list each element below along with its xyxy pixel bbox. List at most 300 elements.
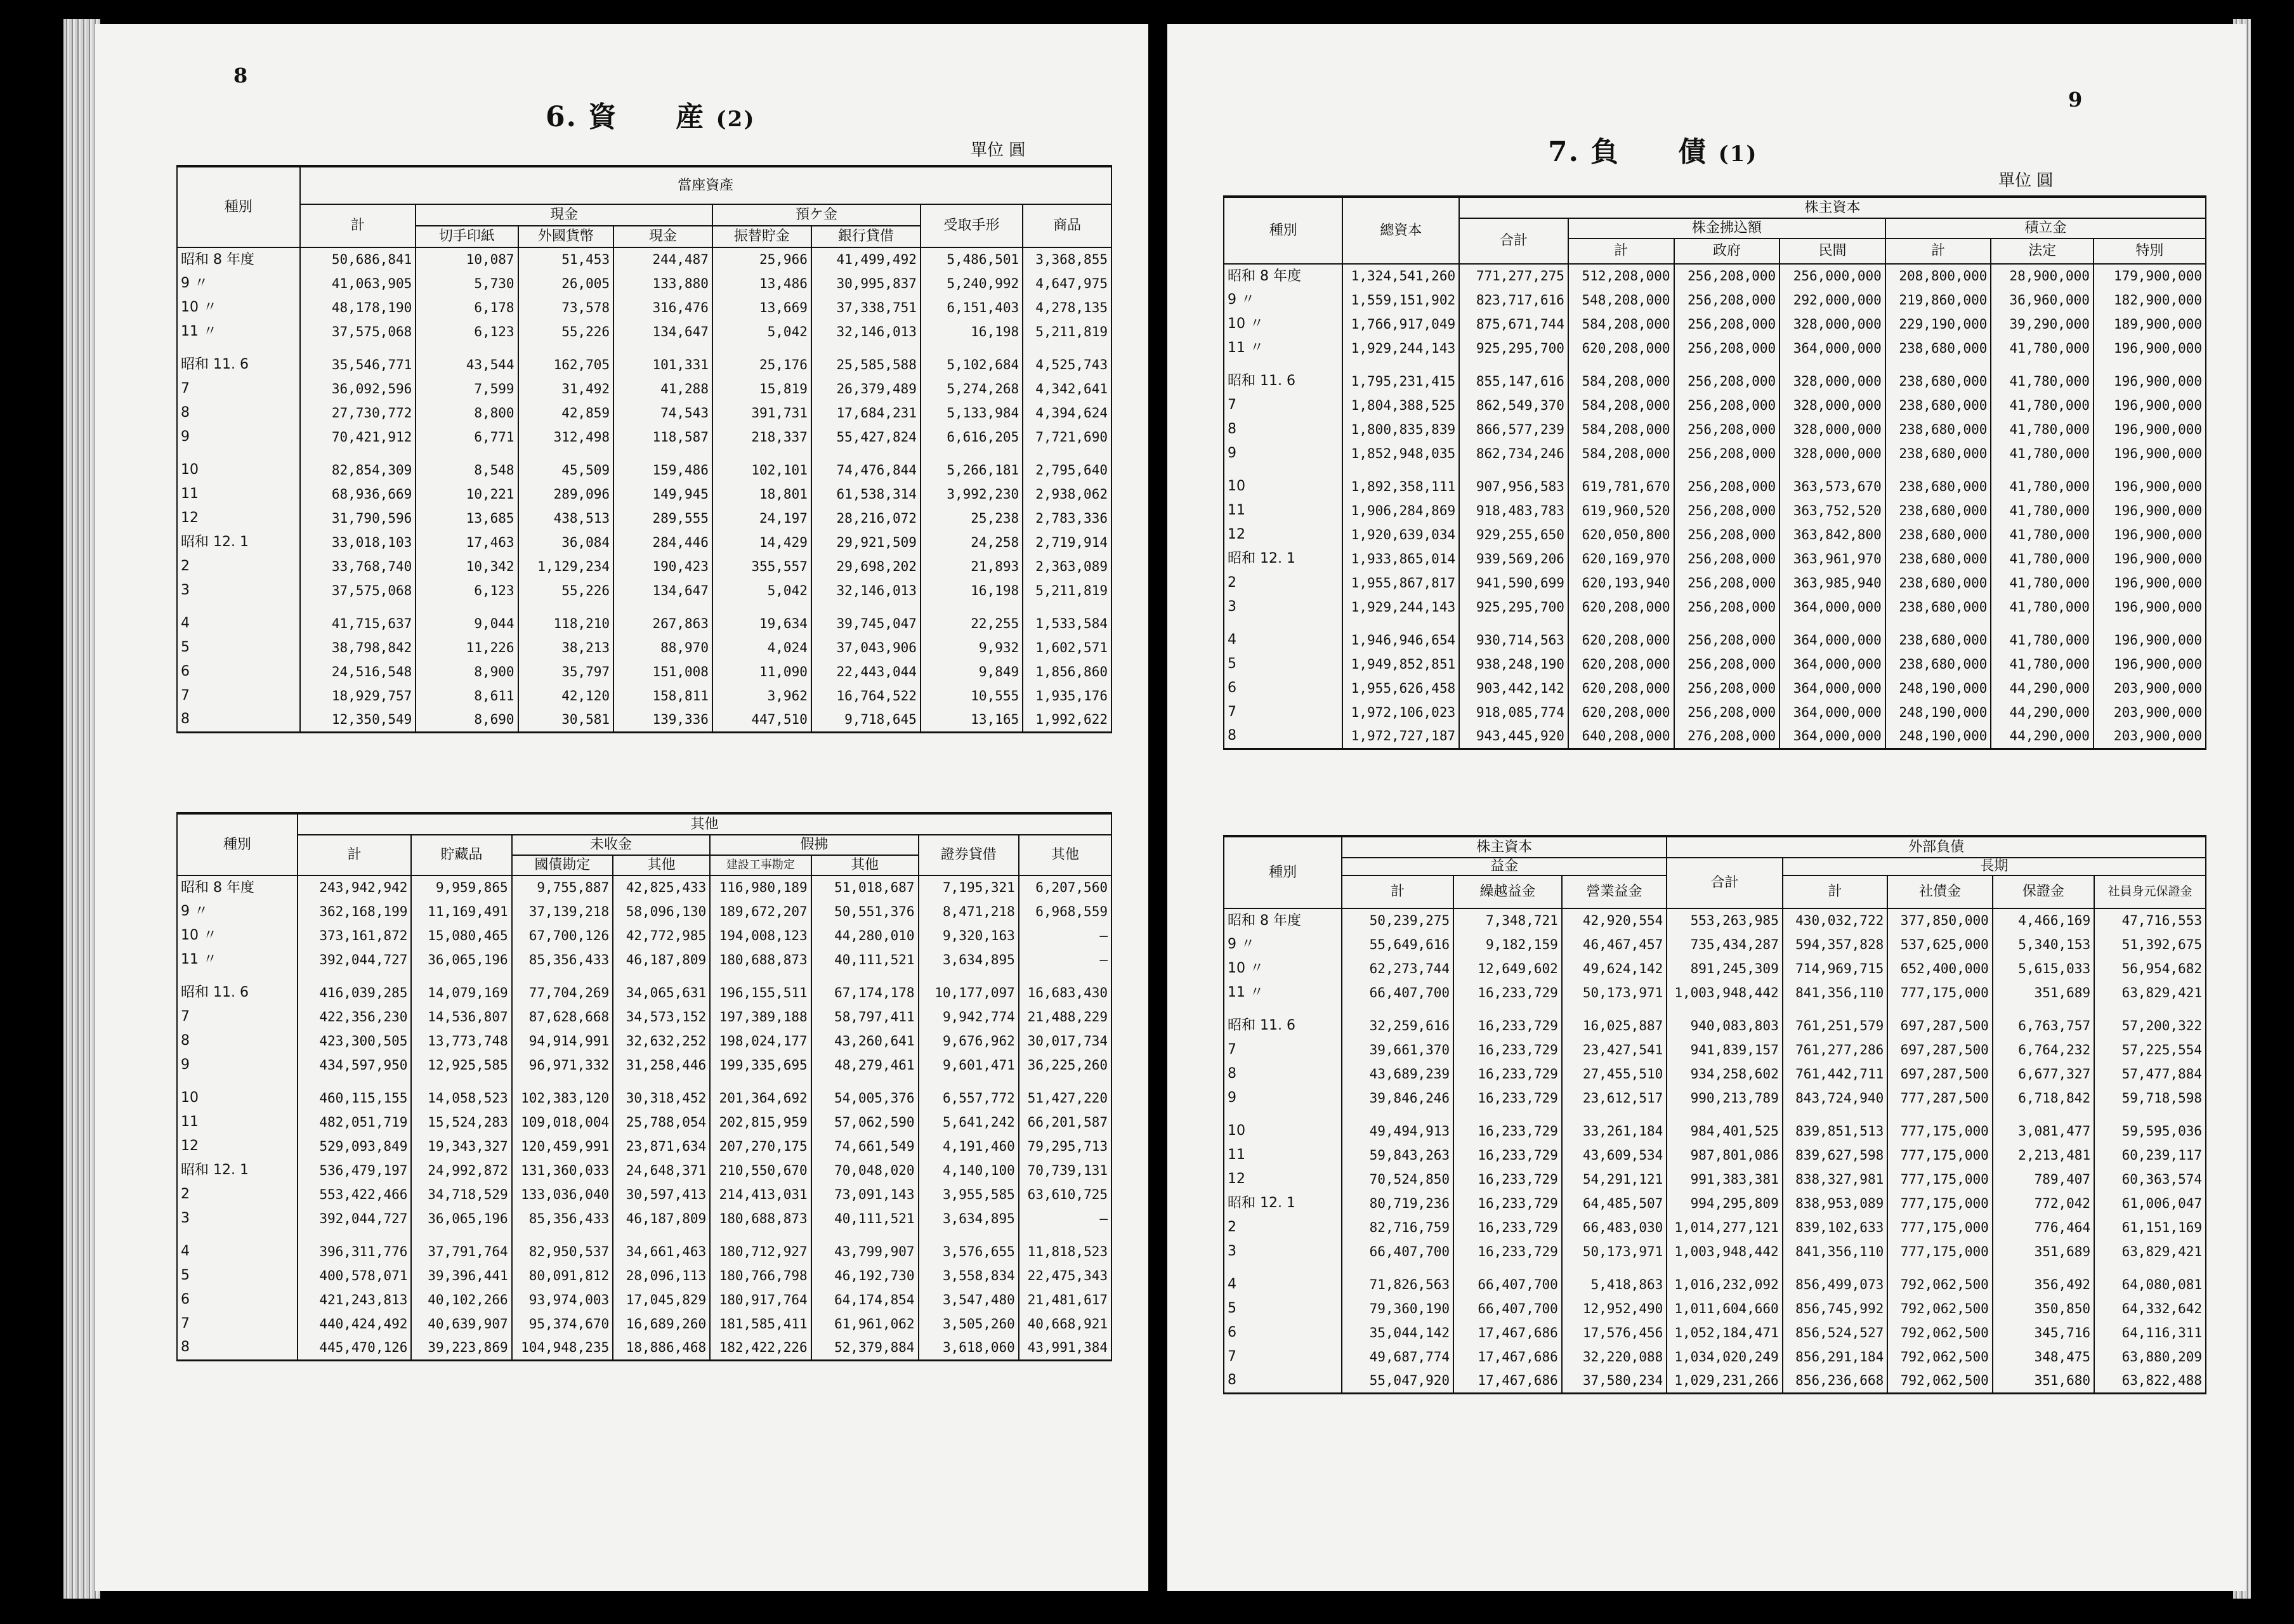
- cell-value: 584,208,000: [1568, 417, 1674, 442]
- cell-value: 891,245,309: [1667, 957, 1782, 981]
- table-row: [1224, 1143, 2206, 1167]
- cell-value: 24,258: [921, 530, 1023, 554]
- cell-value: 203,900,000: [2094, 724, 2206, 749]
- cell-value: 841,356,110: [1783, 1240, 1888, 1264]
- cell-value: 55,649,616: [1342, 933, 1453, 957]
- cell-value: 460,115,155: [298, 1086, 411, 1110]
- cell-value: 777,175,000: [1887, 1191, 1993, 1215]
- spacer-cell: [811, 1231, 919, 1240]
- cell-value: 61,151,169: [2094, 1215, 2206, 1240]
- cell-value: 218,337: [712, 425, 811, 449]
- row-label: 4: [1224, 628, 1342, 652]
- cell-value: 1,955,626,458: [1342, 676, 1459, 700]
- cell-value: 41,780,000: [1991, 417, 2093, 442]
- cell-value: 6,151,403: [921, 296, 1023, 320]
- cell-value: 364,000,000: [1779, 336, 1885, 360]
- cell-value: 52,379,884: [811, 1336, 919, 1360]
- spacer-cell: [177, 344, 300, 353]
- cell-value: 1,602,571: [1023, 636, 1111, 660]
- cell-value: 777,175,000: [1887, 1215, 1993, 1240]
- cell-value: 66,407,700: [1342, 1240, 1453, 1264]
- table-row: [1224, 288, 2206, 312]
- cell-value: 151,008: [613, 660, 712, 684]
- cell-value: 46,192,730: [811, 1264, 919, 1288]
- row-label: 5: [177, 636, 300, 660]
- cell-value: 21,481,617: [1019, 1288, 1111, 1312]
- cell-value: 63,829,421: [2094, 1240, 2206, 1264]
- table-row: [1224, 1240, 2206, 1264]
- cell-value: 1,804,388,525: [1342, 393, 1459, 417]
- cell-value: 23,612,517: [1562, 1086, 1667, 1110]
- spacer-cell: [300, 344, 416, 353]
- row-label: 10 〃: [1224, 312, 1342, 336]
- cell-value: 9,044: [416, 612, 518, 636]
- cell-value: 37,575,068: [300, 320, 416, 344]
- cell-value: 4,394,624: [1023, 401, 1111, 425]
- row-label: 7: [1224, 700, 1342, 724]
- row-label: 5: [1224, 652, 1342, 676]
- cell-value: 190,423: [613, 554, 712, 579]
- cell-value: 34,718,529: [411, 1182, 511, 1207]
- row-label: 9: [177, 1053, 298, 1077]
- cell-value: 61,961,062: [811, 1312, 919, 1336]
- cell-value: 95,374,670: [512, 1312, 613, 1336]
- cell-value: 15,080,465: [411, 924, 511, 948]
- cell-value: 36,225,260: [1019, 1053, 1111, 1077]
- cell-value: 43,991,384: [1019, 1336, 1111, 1360]
- cell-value: 7,721,690: [1023, 425, 1111, 449]
- cell-value: 1,800,835,839: [1342, 417, 1459, 442]
- cell-value: 159,486: [613, 458, 712, 482]
- spacer-row: [1224, 466, 2206, 475]
- cell-value: 22,475,343: [1019, 1264, 1111, 1288]
- cell-value: 74,476,844: [811, 458, 921, 482]
- cell-value: 34,065,631: [613, 981, 710, 1005]
- spacer-cell: [1019, 1231, 1111, 1240]
- cell-value: 139,336: [613, 708, 712, 732]
- header-group: 當座資產: [300, 166, 1111, 204]
- cell-value: 16,233,729: [1453, 1119, 1562, 1143]
- cell-value: 8,548: [416, 458, 518, 482]
- cell-value: 8,800: [416, 401, 518, 425]
- row-label: 3: [177, 1207, 298, 1231]
- row-label: 12: [1224, 1167, 1342, 1191]
- cell-value: 180,688,873: [710, 1207, 811, 1231]
- cell-value: 918,483,783: [1459, 499, 1568, 523]
- header-total: 合計: [1667, 858, 1782, 908]
- cell-value: 620,208,000: [1568, 628, 1674, 652]
- cell-value: 1,014,277,121: [1667, 1215, 1782, 1240]
- row-label: 6: [177, 1288, 298, 1312]
- row-label: 7: [177, 377, 300, 401]
- cell-value: 51,453: [518, 247, 614, 272]
- cell-value: 777,175,000: [1887, 1143, 1993, 1167]
- table-row: [177, 924, 1111, 948]
- cell-value: 328,000,000: [1779, 442, 1885, 466]
- cell-value: 2,795,640: [1023, 458, 1111, 482]
- cell-value: 189,672,207: [710, 900, 811, 924]
- cell-value: 445,470,126: [298, 1336, 411, 1360]
- cell-value: 64,080,081: [2094, 1273, 2206, 1297]
- cell-value: 5,042: [712, 579, 811, 603]
- cell-value: 35,797: [518, 660, 614, 684]
- table-row: [177, 1158, 1111, 1182]
- cell-value: 256,208,000: [1674, 312, 1780, 336]
- cell-value: 6,771: [416, 425, 518, 449]
- row-label: 10: [177, 458, 300, 482]
- cell-value: 862,734,246: [1459, 442, 1568, 466]
- cell-value: 4,278,135: [1023, 296, 1111, 320]
- cell-value: 36,092,596: [300, 377, 416, 401]
- table-body: [1224, 908, 2206, 1393]
- unit-label: 單位 圓: [971, 141, 1026, 160]
- spacer-row: [177, 449, 1111, 458]
- cell-value: 12,350,549: [300, 708, 416, 732]
- cell-value: 85,356,433: [512, 948, 613, 972]
- table-row: [1224, 1273, 2206, 1297]
- cell-value: 58,797,411: [811, 1005, 919, 1029]
- cell-value: 620,193,940: [1568, 571, 1674, 595]
- spacer-cell: [518, 344, 614, 353]
- spacer-cell: [1779, 619, 1885, 628]
- spacer-cell: [1783, 1005, 1888, 1014]
- cell-value: 13,165: [921, 708, 1023, 732]
- page-title: [1548, 129, 1757, 169]
- cell-value: 42,920,554: [1562, 908, 1667, 933]
- table-row: [177, 247, 1111, 272]
- cell-value: 364,000,000: [1779, 652, 1885, 676]
- table-row: [1224, 724, 2206, 749]
- cell-value: 9,676,962: [919, 1029, 1019, 1053]
- cell-value: 792,062,500: [1887, 1369, 1993, 1393]
- row-label: 9: [177, 425, 300, 449]
- spacer-cell: [1453, 1264, 1562, 1273]
- table-row: [1224, 933, 2206, 957]
- spacer-cell: [919, 1231, 1019, 1240]
- row-label: 11 〃: [177, 948, 298, 972]
- cell-value: —: [1019, 924, 1111, 948]
- cell-value: 1,559,151,902: [1342, 288, 1459, 312]
- spacer-cell: [300, 449, 416, 458]
- cell-value: 39,661,370: [1342, 1038, 1453, 1062]
- cell-value: 903,442,142: [1459, 676, 1568, 700]
- cell-value: 41,715,637: [300, 612, 416, 636]
- cell-value: 9,755,887: [512, 875, 613, 900]
- cell-value: 68,936,669: [300, 482, 416, 506]
- cell-value: 118,587: [613, 425, 712, 449]
- cell-value: 35,546,771: [300, 353, 416, 377]
- cell-value: 63,880,209: [2094, 1345, 2206, 1369]
- cell-value: 1,129,234: [518, 554, 614, 579]
- cell-value: 248,190,000: [1885, 676, 1991, 700]
- cell-value: 934,258,602: [1667, 1062, 1782, 1086]
- cell-value: 777,175,000: [1887, 1167, 1993, 1191]
- cell-value: 158,811: [613, 684, 712, 708]
- row-label: 2: [177, 554, 300, 579]
- cell-value: 10,555: [921, 684, 1023, 708]
- cell-value: 50,173,971: [1562, 1240, 1667, 1264]
- cell-value: 26,005: [518, 272, 614, 296]
- cell-value: 537,625,000: [1887, 933, 1993, 957]
- cell-value: 80,091,812: [512, 1264, 613, 1288]
- cell-value: 363,573,670: [1779, 475, 1885, 499]
- table-row: [177, 530, 1111, 554]
- cell-value: 50,686,841: [300, 247, 416, 272]
- right-page: [1167, 24, 2246, 1591]
- cell-value: 940,083,803: [1667, 1014, 1782, 1038]
- spacer-cell: [1667, 1264, 1782, 1273]
- cell-value: 929,255,650: [1459, 523, 1568, 547]
- cell-value: 22,255: [921, 612, 1023, 636]
- cell-value: 208,800,000: [1885, 264, 1991, 288]
- cell-value: 219,860,000: [1885, 288, 1991, 312]
- cell-value: 482,051,719: [298, 1110, 411, 1134]
- spacer-cell: [1991, 466, 2093, 475]
- cell-value: 2,783,336: [1023, 506, 1111, 530]
- header-category: 種別: [1224, 197, 1342, 264]
- cell-value: 238,680,000: [1885, 547, 1991, 571]
- table-row: [1224, 1167, 2206, 1191]
- cell-value: 256,208,000: [1674, 547, 1780, 571]
- cell-value: 41,780,000: [1991, 369, 2093, 393]
- cell-value: 16,198: [921, 579, 1023, 603]
- row-label: 10 〃: [177, 924, 298, 948]
- cell-value: 761,442,711: [1783, 1062, 1888, 1086]
- table-row: [177, 296, 1111, 320]
- cell-value: 39,745,047: [811, 612, 921, 636]
- cell-value: 19,634: [712, 612, 811, 636]
- row-label: 12: [177, 506, 300, 530]
- spacer-cell: [613, 449, 712, 458]
- row-label: 昭和 12. 1: [1224, 1191, 1342, 1215]
- cell-value: 391,731: [712, 401, 811, 425]
- cell-value: 61,538,314: [811, 482, 921, 506]
- cell-value: 79,295,713: [1019, 1134, 1111, 1158]
- cell-value: 1,029,231,266: [1667, 1369, 1782, 1393]
- row-label: 7: [1224, 1345, 1342, 1369]
- cell-value: 938,248,190: [1459, 652, 1568, 676]
- cell-value: 2,719,914: [1023, 530, 1111, 554]
- cell-value: 16,233,729: [1453, 1215, 1562, 1240]
- cell-value: 41,780,000: [1991, 475, 2093, 499]
- cell-value: 196,900,000: [2094, 595, 2206, 619]
- table-row: [177, 272, 1111, 296]
- cell-value: 1,929,244,143: [1342, 336, 1459, 360]
- table-row: [1224, 1086, 2206, 1110]
- cell-value: 38,213: [518, 636, 614, 660]
- cell-value: 2,213,481: [1993, 1143, 2094, 1167]
- header-group: 其他: [298, 813, 1111, 835]
- cell-value: 7,195,321: [919, 875, 1019, 900]
- cell-value: 238,680,000: [1885, 475, 1991, 499]
- spacer-cell: [1887, 1005, 1993, 1014]
- spacer-cell: [2094, 619, 2206, 628]
- spacer-cell: [1342, 1264, 1453, 1273]
- row-label: 5: [1224, 1297, 1342, 1321]
- row-label: 2: [177, 1182, 298, 1207]
- spacer-cell: [1023, 603, 1111, 612]
- cell-value: 351,689: [1993, 1240, 2094, 1264]
- cell-value: 201,364,692: [710, 1086, 811, 1110]
- cell-value: 984,401,525: [1667, 1119, 1782, 1143]
- spacer-cell: [613, 603, 712, 612]
- cell-value: 59,843,263: [1342, 1143, 1453, 1167]
- cell-value: 925,295,700: [1459, 336, 1568, 360]
- cell-value: 735,434,287: [1667, 933, 1782, 957]
- cell-value: 40,639,907: [411, 1312, 511, 1336]
- cell-value: 74,661,549: [811, 1134, 919, 1158]
- cell-value: 843,724,940: [1783, 1086, 1888, 1110]
- cell-value: 5,340,153: [1993, 933, 2094, 957]
- cell-value: 856,499,073: [1783, 1273, 1888, 1297]
- cell-value: 697,287,500: [1887, 1062, 1993, 1086]
- cell-value: 46,467,457: [1562, 933, 1667, 957]
- spacer-cell: [411, 1231, 511, 1240]
- cell-value: 17,576,456: [1562, 1321, 1667, 1345]
- table-row: [177, 1336, 1111, 1360]
- row-label: 2: [1224, 571, 1342, 595]
- cell-value: 584,208,000: [1568, 442, 1674, 466]
- cell-value: 348,475: [1993, 1345, 2094, 1369]
- table-row: [1224, 595, 2206, 619]
- cell-value: 619,781,670: [1568, 475, 1674, 499]
- table-row: [177, 684, 1111, 708]
- row-label: 10: [177, 1086, 298, 1110]
- cell-value: 5,418,863: [1562, 1273, 1667, 1297]
- table-row: [177, 554, 1111, 579]
- cell-value: 26,379,489: [811, 377, 921, 401]
- cell-value: 40,668,921: [1019, 1312, 1111, 1336]
- cell-value: 66,407,700: [1453, 1297, 1562, 1321]
- row-label: 昭和 12. 1: [177, 1158, 298, 1182]
- cell-value: 25,238: [921, 506, 1023, 530]
- cell-value: 941,839,157: [1667, 1038, 1782, 1062]
- cell-value: 102,383,120: [512, 1086, 613, 1110]
- cell-value: 55,047,920: [1342, 1369, 1453, 1393]
- cell-value: 196,900,000: [2094, 442, 2206, 466]
- spacer-cell: [1885, 360, 1991, 369]
- cell-value: 256,208,000: [1674, 393, 1780, 417]
- cell-value: 553,422,466: [298, 1182, 411, 1207]
- cell-value: 792,062,500: [1887, 1345, 1993, 1369]
- header-foreign: 外國貨幣: [518, 226, 614, 247]
- row-label: 6: [177, 660, 300, 684]
- cell-value: 1,933,865,014: [1342, 547, 1459, 571]
- table-row: [1224, 1215, 2206, 1240]
- spacer-cell: [1342, 1110, 1453, 1119]
- cell-value: 196,900,000: [2094, 628, 2206, 652]
- cell-value: 24,197: [712, 506, 811, 530]
- cell-value: 64,116,311: [2094, 1321, 2206, 1345]
- cell-value: 199,335,695: [710, 1053, 811, 1077]
- row-label: 3: [1224, 595, 1342, 619]
- table-row: [177, 1264, 1111, 1288]
- cell-value: 6,123: [416, 320, 518, 344]
- cell-value: 238,680,000: [1885, 595, 1991, 619]
- spacer-cell: [177, 1231, 298, 1240]
- cell-value: 17,467,686: [1453, 1321, 1562, 1345]
- cell-value: 28,216,072: [811, 506, 921, 530]
- header-category: 種別: [177, 166, 300, 247]
- cell-value: 197,389,188: [710, 1005, 811, 1029]
- cell-value: 14,536,807: [411, 1005, 511, 1029]
- cell-value: 16,233,729: [1453, 1062, 1562, 1086]
- row-label: 昭和 11. 6: [1224, 369, 1342, 393]
- row-label: 9 〃: [177, 272, 300, 296]
- cell-value: 312,498: [518, 425, 614, 449]
- row-label: 7: [1224, 393, 1342, 417]
- table-row: [177, 612, 1111, 636]
- spacer-cell: [1224, 1005, 1342, 1014]
- cell-value: 1,955,867,817: [1342, 571, 1459, 595]
- cell-value: 43,609,534: [1562, 1143, 1667, 1167]
- spacer-cell: [1779, 360, 1885, 369]
- cell-value: 19,343,327: [411, 1134, 511, 1158]
- spacer-cell: [177, 603, 300, 612]
- cell-value: 43,544: [416, 353, 518, 377]
- cell-value: 925,295,700: [1459, 595, 1568, 619]
- row-label: 9: [1224, 1086, 1342, 1110]
- equity-table: [1223, 195, 2206, 750]
- row-label: 昭和 8 年度: [177, 875, 298, 900]
- cell-value: 939,569,206: [1459, 547, 1568, 571]
- spacer-cell: [300, 603, 416, 612]
- header-equity: 株主資本: [1342, 836, 1667, 858]
- table-row: [1224, 1062, 2206, 1086]
- table-row: [1224, 1345, 2206, 1369]
- page-title: [546, 94, 755, 134]
- row-label: 8: [177, 401, 300, 425]
- row-label: 8: [177, 1029, 298, 1053]
- cell-value: 3,992,230: [921, 482, 1023, 506]
- cell-value: 1,852,948,035: [1342, 442, 1459, 466]
- cell-value: 196,900,000: [2094, 417, 2206, 442]
- cell-value: 256,208,000: [1674, 336, 1780, 360]
- cell-value: 49,687,774: [1342, 1345, 1453, 1369]
- cell-value: 3,558,834: [919, 1264, 1019, 1288]
- cell-value: 63,610,725: [1019, 1182, 1111, 1207]
- cell-value: 823,717,616: [1459, 288, 1568, 312]
- table-row: [177, 482, 1111, 506]
- cell-value: 866,577,239: [1459, 417, 1568, 442]
- cell-value: 5,486,501: [921, 247, 1023, 272]
- spacer-cell: [811, 1077, 919, 1086]
- cell-value: 44,290,000: [1991, 700, 2093, 724]
- row-label: 昭和 12. 1: [177, 530, 300, 554]
- cell-value: 57,225,554: [2094, 1038, 2206, 1062]
- spacer-cell: [411, 1077, 511, 1086]
- cell-value: 256,208,000: [1674, 571, 1780, 595]
- cell-value: 3,618,060: [919, 1336, 1019, 1360]
- cell-value: 328,000,000: [1779, 312, 1885, 336]
- cell-value: 46,187,809: [613, 1207, 710, 1231]
- cell-value: 423,300,505: [298, 1029, 411, 1053]
- cell-value: 620,169,970: [1568, 547, 1674, 571]
- cell-value: 355,557: [712, 554, 811, 579]
- table-row: [177, 900, 1111, 924]
- cell-value: 6,968,559: [1019, 900, 1111, 924]
- cell-value: 392,044,727: [298, 948, 411, 972]
- cell-value: 36,065,196: [411, 1207, 511, 1231]
- header-bond: 國債勘定: [512, 855, 613, 875]
- cell-value: 364,000,000: [1779, 595, 1885, 619]
- cell-value: 256,208,000: [1674, 628, 1780, 652]
- cell-value: 180,712,927: [710, 1240, 811, 1264]
- cell-value: 256,208,000: [1674, 652, 1780, 676]
- cell-value: 5,240,992: [921, 272, 1023, 296]
- cell-value: 4,647,975: [1023, 272, 1111, 296]
- cell-value: 64,174,854: [811, 1288, 919, 1312]
